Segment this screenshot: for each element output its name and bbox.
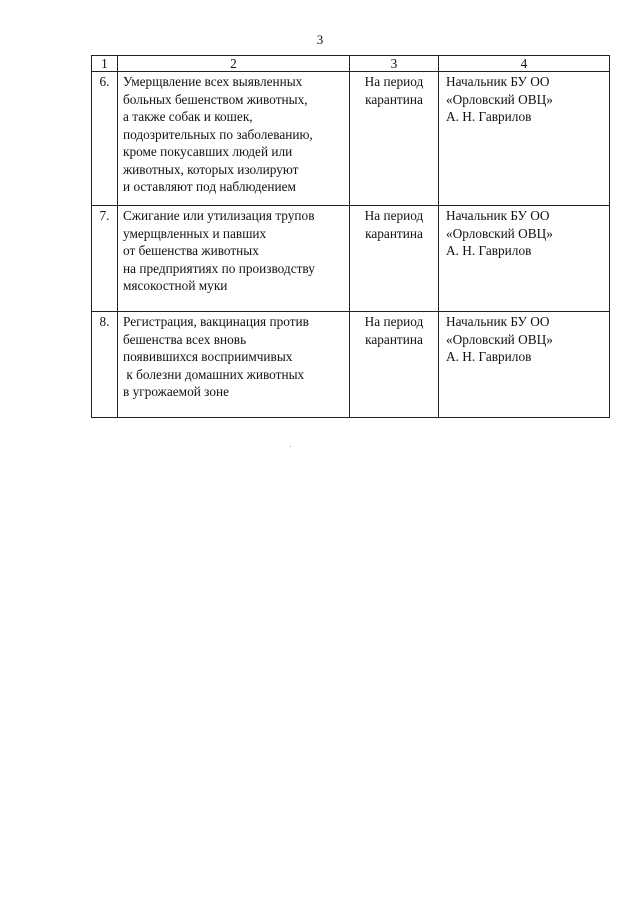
row-number: 7. (92, 206, 118, 312)
measure-responsible (439, 72, 610, 206)
measures-table (91, 55, 610, 418)
measure-text-line: к болезни домашних животных (123, 366, 305, 382)
measure-term (350, 206, 439, 312)
term-text-line: карантина (365, 91, 423, 107)
responsible-text-line: «Орловский ОВЦ» (446, 91, 553, 107)
measure-text-line: Умерщвление всех выявленных (123, 74, 303, 89)
measure-responsible (439, 206, 610, 312)
measure-text-line: на предприятиях по производству (123, 260, 315, 276)
measure-text-line: в угрожаемой зоне (123, 384, 230, 399)
measure-description (118, 206, 350, 312)
measure-text-line: и оставляют под наблюдением (123, 179, 296, 194)
measure-text-line: от бешенства животных (123, 243, 259, 258)
measure-text-line: а также собак и кошек, (123, 109, 253, 124)
term-text-line: На период (364, 208, 424, 223)
column-header-1: 1 (92, 56, 118, 72)
responsible-text-line: Начальник БУ ОО (446, 314, 550, 329)
measure-text-line: бешенства всех вновь (123, 331, 247, 347)
responsible-text-line: Начальник БУ ОО (446, 74, 550, 89)
scan-speck (290, 446, 291, 447)
column-header-4: 4 (439, 56, 610, 72)
measure-term (350, 312, 439, 418)
measure-text-line: животных, которых изолируют (123, 161, 299, 177)
table-row (92, 72, 610, 206)
page-number: 3 (316, 32, 324, 47)
measure-description (118, 72, 350, 206)
measure-text-line: Сжигание или утилизация трупов (123, 208, 315, 223)
term-text-line: карантина (365, 331, 423, 347)
table-row (92, 206, 610, 312)
measure-responsible (439, 312, 610, 418)
measure-description (118, 312, 350, 418)
measure-text-line: умерщвленных и павших (123, 225, 267, 241)
responsible-text-line: А. Н. Гаврилов (446, 243, 532, 258)
measure-term (350, 72, 439, 206)
measure-text-line: кроме покусавших людей или (123, 144, 293, 159)
responsible-text-line: А. Н. Гаврилов (446, 109, 532, 124)
measure-text-line: подозрительных по заболеванию, (123, 126, 313, 142)
column-header-3: 3 (350, 56, 439, 72)
term-text-line: карантина (365, 225, 423, 241)
responsible-text-line: «Орловский ОВЦ» (446, 225, 553, 241)
table-row (92, 312, 610, 418)
table-header-row (92, 56, 610, 72)
row-number: 8. (92, 312, 118, 418)
responsible-text-line: «Орловский ОВЦ» (446, 331, 553, 347)
term-text-line: На период (364, 314, 424, 329)
column-header-2: 2 (118, 56, 350, 72)
responsible-text-line: Начальник БУ ОО (446, 208, 550, 223)
measure-text-line: больных бешенством животных, (123, 91, 308, 107)
measure-text-line: мясокостной муки (123, 278, 228, 293)
measure-text-line: появившихся восприимчивых (123, 349, 293, 364)
row-number: 6. (92, 72, 118, 206)
measure-text-line: Регистрация, вакцинация против (123, 314, 309, 329)
responsible-text-line: А. Н. Гаврилов (446, 349, 532, 364)
term-text-line: На период (364, 74, 424, 89)
